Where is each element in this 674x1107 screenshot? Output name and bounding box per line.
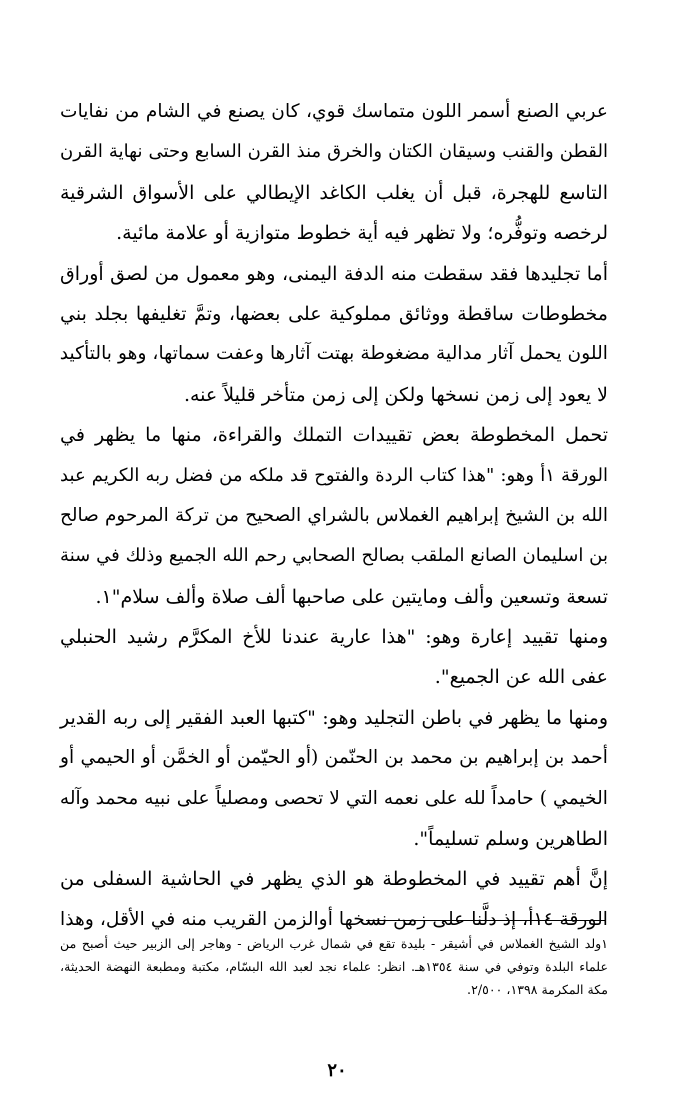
body-line: ومنها تقييد إعارة وهو: "هذا عارية عندنا للأخ المكرَّم رشيد الحنبلي bbox=[60, 626, 608, 649]
body-line: مخطوطات ساقطة ووثائق مملوكية على بعضها، وتمَّ تغليفها بجلد بني bbox=[60, 302, 608, 325]
body-line: اللون يحمل آثار مدالية مضغوطة بهتت آثارها وعفت سماتها، وهو بالتأكيد bbox=[59, 343, 608, 365]
footnote-line: علماء البلدة وتوفي في سنة ١٣٥٤هـ. انظر: علماء نجد لعبد الله البسّام، مكتبة ومطبعة النهضة الحديثة، bbox=[60, 959, 608, 974]
body-line: عفى الله عن الجميع". bbox=[434, 666, 608, 689]
body-line: الورقة ١أ وهو: "هذا كتاب الردة والفتوح قد ملكه من فضل ربه الكريم عبد bbox=[60, 464, 608, 486]
body-line: الورقة ١٤أ، إذ دلَّنا على زمن نسخها أوالزمن القريب منه في الأقل، وهذا bbox=[60, 908, 608, 930]
body-line: الله بن الشيخ إبراهيم الغملاس بالشراي الصحيح من تركة المرحوم صالح bbox=[60, 504, 608, 526]
body-line: أحمد بن إبراهيم بن محمد بن الحنّمن (أو الحيّمن أو الخمَّن أو الحيمي أو bbox=[60, 747, 608, 769]
body-line: لرخصه وتوفُّره؛ ولا تظهر فيه أية خطوط متوازية أو علامة مائية. bbox=[116, 222, 608, 245]
body-line: الطاهرين وسلم تسليماً". bbox=[413, 828, 608, 851]
body-line: القطن والقنب وسيقان الكتان والخرق منذ القرن السابع وحتى نهاية القرن bbox=[60, 141, 608, 163]
footnote-line: ١ولد الشيخ الغملاس في أشيقر - بليدة تقع في شمال غرب الرياض - وهاجر إلى الزبير حيث أصبح من bbox=[60, 936, 608, 951]
body-line: ومنها ما يظهر في باطن التجليد وهو: "كتبها العبد الفقير إلى ربه القدير bbox=[60, 706, 608, 729]
body-line: تحمل المخطوطة بعض تقييدات التملك والقراءة، منها ما يظهر في bbox=[60, 424, 608, 447]
body-line: تسعة وتسعين وألف ومايتين على صاحبها ألف صلاة وألف سلام"١. bbox=[95, 585, 608, 608]
body-line: الخيمي ) حامداً لله على نعمه التي لا تحصى ومصلياً على نبيه محمد وآله bbox=[59, 787, 608, 809]
body-line: أما تجليدها فقد سقطت منه الدفة اليمنى، وهو معمول من لصق أوراق bbox=[60, 262, 608, 285]
footnotes bbox=[60, 932, 608, 1001]
footnote-separator bbox=[366, 920, 606, 921]
body-line: لا يعود إلى زمن نسخها ولكن إلى زمن متأخر قليلاً عنه. bbox=[183, 383, 608, 406]
page-number: ٢٠ bbox=[327, 1060, 347, 1081]
body-text bbox=[60, 92, 608, 940]
body-line: إنَّ أهم تقييد في المخطوطة هو الذي يظهر في الحاشية السفلى من bbox=[60, 868, 608, 891]
body-line: التاسع للهجرة، قبل أن يغلب الكاغد الإيطالي على الأسواق الشرقية bbox=[60, 181, 608, 204]
body-line: عربي الصنع أسمر اللون متماسك قوي، كان يصنع في الشام من نفايات bbox=[60, 101, 608, 122]
body-line: بن اسليمان الصانع الملقب بصالح الصحابي رحم الله الجميع وذلك في سنة bbox=[60, 545, 608, 567]
footnote-line: مكة المكرمة ١٣٩٨، ٢/٥٠٠. bbox=[467, 982, 608, 997]
